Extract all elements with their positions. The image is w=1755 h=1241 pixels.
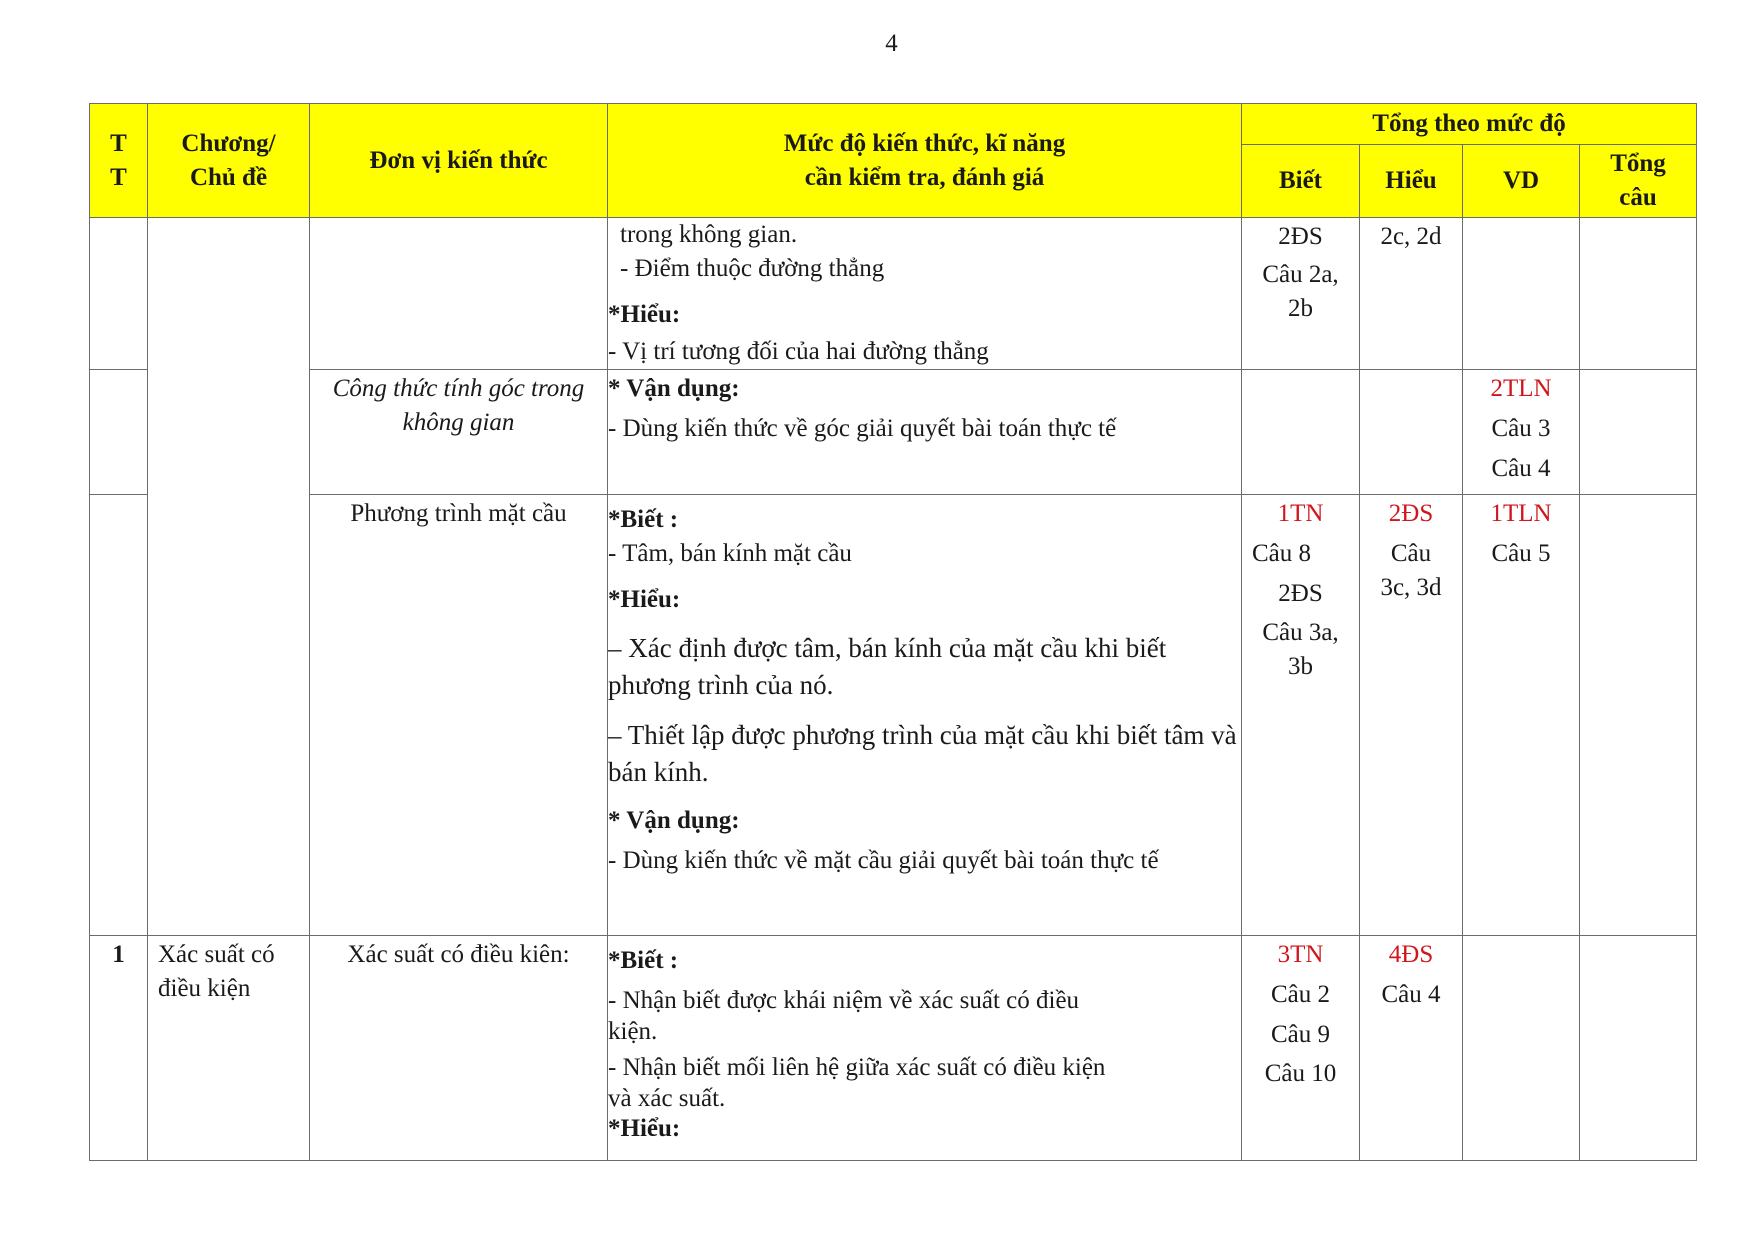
header-chapter: Chương/ Chủ đề [148, 104, 310, 218]
unit-cell: Phương trình mặt cầu [310, 495, 608, 936]
biet-count-cell: 3TN Câu 2 Câu 9 Câu 10 [1242, 936, 1360, 1161]
total-count-cell [1580, 495, 1697, 936]
header-tong-cau: Tổng câu [1580, 145, 1697, 218]
total-count-cell [1580, 936, 1697, 1161]
hieu-count-cell: 2ĐS Câu 3c, 3d [1360, 495, 1463, 936]
header-unit: Đơn vị kiến thức [310, 104, 608, 218]
table-row [90, 370, 1697, 495]
total-count-cell [1580, 218, 1697, 370]
page-number: 4 [885, 30, 898, 57]
hieu-count-cell: 4ĐS Câu 4 [1360, 936, 1463, 1161]
header-vd: VD [1463, 145, 1580, 218]
biet-count-cell [1242, 370, 1360, 495]
tt-cell [90, 370, 148, 495]
table-row [90, 936, 1697, 1161]
biet-count-cell: 2ĐS Câu 2a, 2b [1242, 218, 1360, 370]
content-cell: trong không gian. - Điểm thuộc đường thẳng *Hiểu: - Vị trí tương đối của hai đường thẳng [608, 218, 1242, 370]
content-cell: *Biết : - Tâm, bán kính mặt cầu *Hiểu: – Xác định được tâm, bán kính của mặt cầu khi biết phương trình của nó. – Thiết lập được phương trình của mặt cầu khi biết tâm và bán kính. * Vận dụng: - Dùng kiến thức về mặt cầu giải quyết bài toán thực tế [608, 495, 1242, 936]
header-totals-by-level: Tổng theo mức độ [1242, 104, 1697, 145]
vd-count-cell: 1TLN Câu 5 [1463, 495, 1580, 936]
tt-cell: 1 [90, 936, 148, 1161]
tt-cell [90, 218, 148, 370]
total-count-cell [1580, 370, 1697, 495]
table-row [90, 495, 1697, 936]
header-biet: Biết [1242, 145, 1360, 218]
unit-cell: Xác suất có điều kiên: [310, 936, 608, 1161]
tt-cell [90, 495, 148, 936]
header-hieu: Hiểu [1360, 145, 1463, 218]
content-cell: * Vận dụng: - Dùng kiến thức về góc giải quyết bài toán thực tế [608, 370, 1242, 495]
chapter-cell: Xác suất có điều kiện [148, 936, 310, 1161]
content-cell: *Biết : - Nhận biết được khái niệm về xác suất có điều kiện. - Nhận biết mối liên hệ giữa xác suất có điều kiện và xác suất. *Hiểu: [608, 936, 1242, 1161]
chapter-cell [148, 218, 310, 936]
header-tt: T T [90, 104, 148, 218]
vd-count-cell [1463, 218, 1580, 370]
unit-cell [310, 218, 608, 370]
exam-spec-table [89, 103, 1697, 1161]
vd-count-cell [1463, 936, 1580, 1161]
hieu-count-cell [1360, 370, 1463, 495]
vd-count-cell: 2TLN Câu 3 Câu 4 [1463, 370, 1580, 495]
table-row [90, 218, 1697, 370]
hieu-count-cell: 2c, 2d [1360, 218, 1463, 370]
biet-count-cell: 1TN Câu 8 2ĐS Câu 3a, 3b [1242, 495, 1360, 936]
unit-cell: Công thức tính góc trong không gian [310, 370, 608, 495]
header-level-description: Mức độ kiến thức, kĩ năng cần kiểm tra, đánh giá [608, 104, 1242, 218]
